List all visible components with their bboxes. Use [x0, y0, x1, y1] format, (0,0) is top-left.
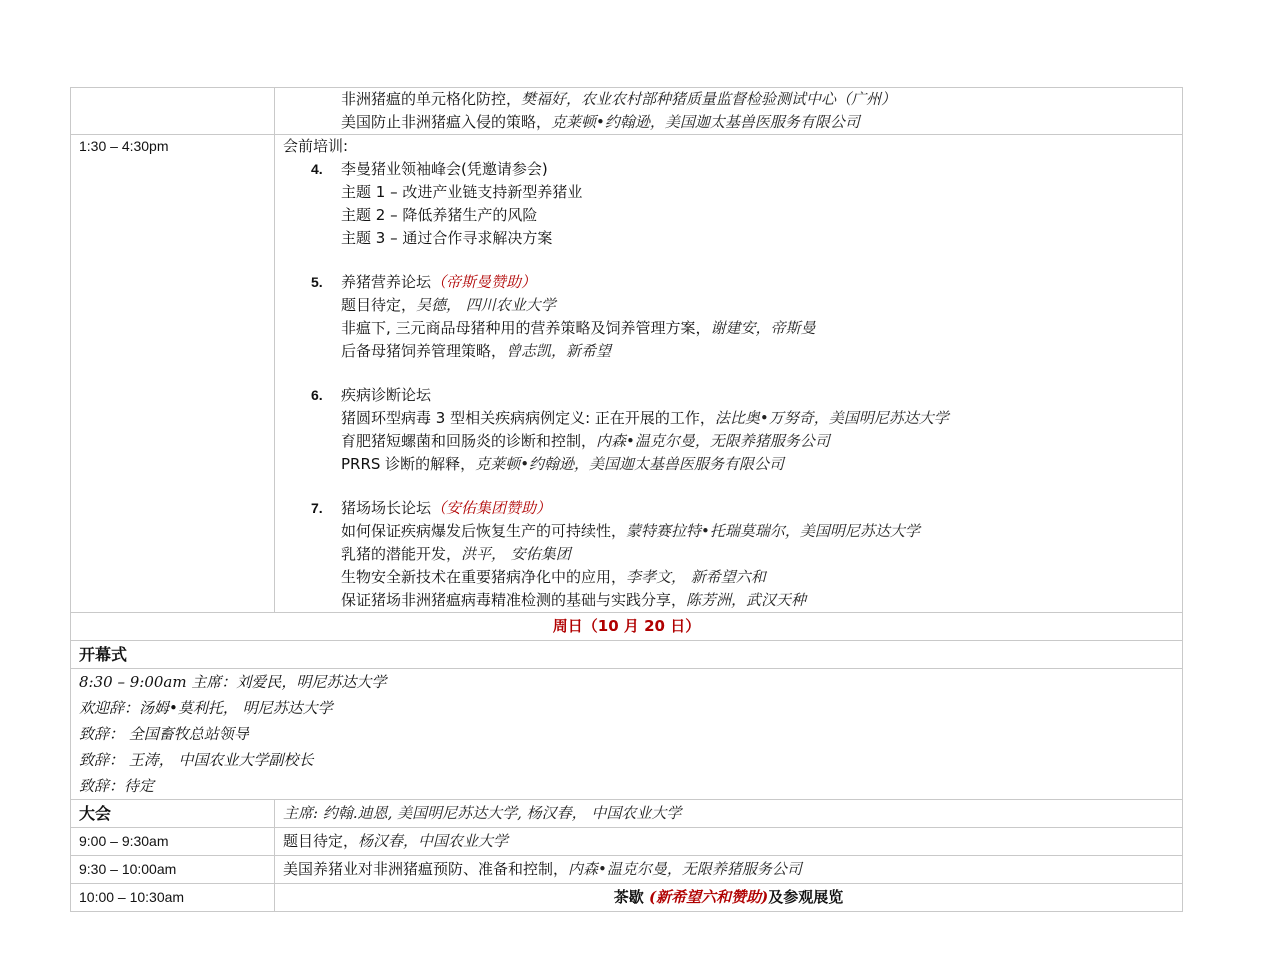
- session-cell: [275, 88, 1183, 135]
- time-cell: 9:30 – 10:00am: [71, 856, 275, 884]
- day-header: 周日（10 月 20 日）: [71, 613, 1183, 641]
- talk-title: 非瘟下, 三元商品母猪种用的营养策略及饲养管理方案，: [341, 319, 711, 337]
- item-number: 7.: [311, 500, 323, 516]
- break-label: 及参观展览: [768, 888, 844, 906]
- topic-line: 主题 1 – 改进产业链支持新型养猪业: [341, 183, 583, 201]
- table-row: [71, 88, 1183, 135]
- talk-title: 乳猪的潜能开发，: [341, 545, 462, 563]
- talk-speaker: 李孝文， 新希望六和: [626, 568, 766, 586]
- talk-speaker: 吴德， 四川农业大学: [416, 296, 556, 314]
- talk-speaker: 内森•温克尔曼，无限养猪服务公司: [596, 432, 830, 450]
- forum-title: 养猪营养论坛: [341, 273, 432, 291]
- table-row: [71, 884, 1183, 912]
- forum-title: 疾病诊断论坛: [341, 386, 432, 404]
- table-row: [71, 856, 1183, 884]
- session-cell: [275, 135, 1183, 613]
- talk-speaker: 蒙特赛拉特•托瑞莫瑞尔，美国明尼苏达大学: [626, 522, 920, 540]
- sponsor-label: （安佑集团赞助）: [431, 499, 552, 517]
- talk-speaker: 克莱顿•约翰逊，美国迦太基兽医服务有限公司: [551, 113, 860, 131]
- table-row: [71, 641, 1183, 669]
- session-cell: [275, 884, 1183, 912]
- opening-line: 欢迎辞：汤姆•莫利托， 明尼苏达大学: [79, 699, 333, 717]
- item-number: 6.: [311, 387, 323, 403]
- item-number: 4.: [311, 161, 323, 177]
- time-cell: 9:00 – 9:30am: [71, 828, 275, 856]
- talk-title: 猪圆环型病毒 3 型相关疾病病例定义: 正在开展的工作，: [341, 409, 715, 427]
- talk-title: 题目待定，: [341, 296, 417, 314]
- time-cell: 1:30 – 4:30pm: [71, 135, 275, 613]
- talk-speaker: 法比奥•万努奇，美国明尼苏达大学: [714, 409, 949, 427]
- talk-title: 育肥猪短螺菌和回肠炎的诊断和控制，: [341, 432, 597, 450]
- program-table: [70, 87, 1183, 912]
- table-row: [71, 828, 1183, 856]
- item-number: 5.: [311, 274, 323, 290]
- program-table-wrapper: [70, 87, 1182, 912]
- talk-title: 非洲猪瘟的单元格化防控，: [341, 90, 522, 108]
- talk-title: 美国防止非洲猪瘟入侵的策略，: [341, 113, 552, 131]
- table-row: [71, 669, 1183, 800]
- talk-speaker: 谢建安，帝斯曼: [710, 319, 816, 337]
- session-cell: [275, 856, 1183, 884]
- talk-speaker: 曾志凯，新希望: [506, 342, 612, 360]
- opening-line: 致辞： 王涛， 中国农业大学副校长: [79, 751, 314, 769]
- talk-speaker: 洪平， 安佑集团: [461, 545, 571, 563]
- talk-title: 如何保证疾病爆发后恢复生产的可持续性，: [341, 522, 627, 540]
- table-row: [71, 613, 1183, 641]
- session-cell: [275, 828, 1183, 856]
- plenary-title: 大会: [71, 800, 275, 828]
- talk-speaker: 杨汉春，中国农业大学: [358, 832, 509, 850]
- talk-speaker: 克莱顿•约翰逊，美国迦太基兽医服务有限公司: [475, 455, 785, 473]
- sponsor-label: （帝斯曼赞助）: [431, 273, 537, 291]
- talk-title: 后备母猪饲养管理策略，: [341, 342, 507, 360]
- forum-title: 猪场场长论坛: [341, 499, 432, 517]
- talk-title: 保证猪场非洲猪瘟病毒精准检测的基础与实践分享，: [341, 591, 687, 609]
- section-heading: 会前培训:: [283, 137, 349, 155]
- forum-title: 李曼猪业领袖峰会(凭邀请参会): [341, 160, 548, 178]
- talk-speaker: 陈芳洲，武汉天种: [686, 591, 807, 609]
- plenary-chair: 主席: 约翰.迪恩, 美国明尼苏达大学, 杨汉春， 中国农业大学: [283, 804, 682, 822]
- opening-details: [71, 669, 1183, 800]
- talk-title: 题目待定，: [283, 832, 359, 850]
- talk-title: 美国养猪业对非洲猪瘟预防、准备和控制，: [283, 860, 569, 878]
- time-cell: 10:00 – 10:30am: [71, 884, 275, 912]
- sponsor-label: (新希望六和赞助): [649, 888, 769, 906]
- opening-line: 致辞： 全国畜牧总站领导: [79, 725, 249, 743]
- talk-title: 生物安全新技术在重要猪病净化中的应用，: [341, 568, 627, 586]
- opening-title: 开幕式: [71, 641, 1183, 669]
- talk-speaker: 内森•温克尔曼，无限养猪服务公司: [568, 860, 802, 878]
- opening-line: 致辞：待定: [79, 777, 155, 795]
- talk-title: PRRS 诊断的解释，: [341, 455, 476, 473]
- topic-line: 主题 3 – 通过合作寻求解决方案: [341, 229, 553, 247]
- talk-speaker: 樊福好，农业农村部种猪质量监督检验测试中心（广州）: [521, 90, 897, 108]
- break-label: 茶歇: [613, 888, 649, 906]
- table-row: [71, 135, 1183, 613]
- time-cell: [71, 88, 275, 135]
- topic-line: 主题 2 – 降低养猪生产的风险: [341, 206, 538, 224]
- table-row: [71, 800, 1183, 828]
- opening-line: 8:30 – 9:00am 主席：刘爱民，明尼苏达大学: [79, 673, 387, 691]
